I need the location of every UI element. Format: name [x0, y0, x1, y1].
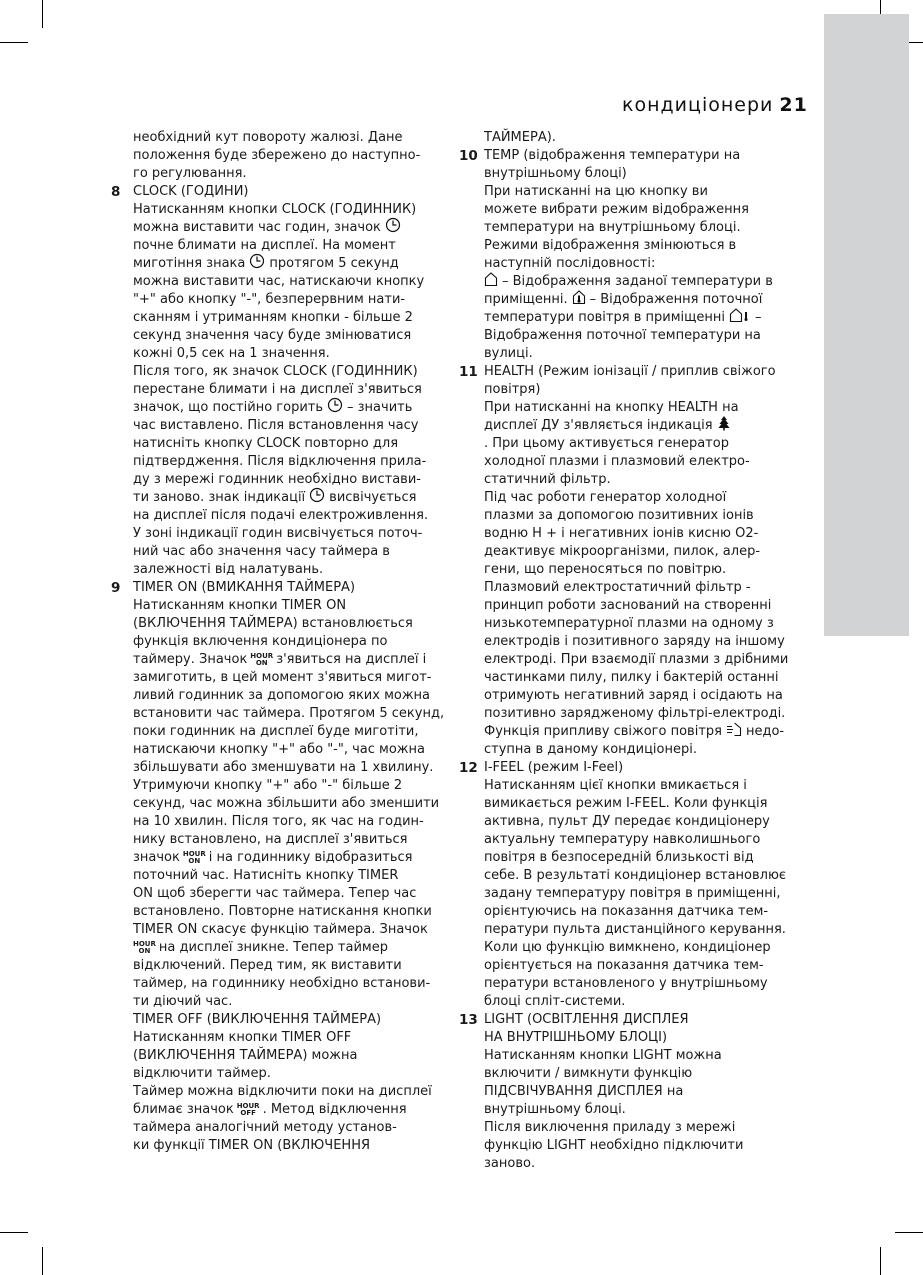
text-line — [484, 723, 788, 741]
text-line: поки годинник на дисплеї буде миготіти, — [133, 724, 419, 739]
item-number-13: 13 — [459, 1012, 478, 1028]
text-line: температури на внутрішньому блоці. — [484, 220, 741, 235]
page-number: 21 — [779, 94, 808, 116]
text-line: ливий годинник за допомогою яких можна — [133, 688, 431, 703]
hour-off-icon: HOUR OFF — [236, 1102, 260, 1117]
item-8-title: CLOCK (ГОДИНИ) — [133, 184, 249, 199]
text-line: ти діючий час. — [133, 994, 233, 1009]
text-line: "+" або кнопку "-", безперервним нати- — [133, 292, 406, 307]
text-line: Таймер можна відключити поки на дисплеї — [133, 1084, 432, 1099]
text-fragment: таймеру. Значок — [133, 652, 248, 667]
text-line: на 10 хвилин. Після того, як час на годин- — [133, 814, 424, 829]
text-line: ду з мережі годинник необхідно вистави- — [133, 472, 421, 487]
crop-mark — [0, 1232, 28, 1233]
text-line: заново. — [484, 1156, 536, 1171]
text-line: актуальну температуру навколишнього — [484, 832, 761, 847]
text-line: ки функції TIMER ON (ВКЛЮЧЕННЯ — [133, 1138, 370, 1153]
text-line: принцип роботи заснований на створенні — [484, 598, 772, 613]
item-12-title: I-FEEL (режим I-Feel) — [484, 760, 624, 775]
text-line: (ВКЛЮЧЕННЯ ТАЙМЕРА) встановлюється — [133, 616, 413, 631]
text-line: Після того, як значок CLOCK (ГОДИННИК) — [133, 364, 418, 379]
text-line: відключити таймер. — [133, 1066, 271, 1081]
text-line: таймера аналогічний методу установ- — [133, 1120, 397, 1135]
text-line: Натисканням кнопки LIGHT можна — [484, 1048, 722, 1063]
text-line: секунд значення часу буде змінюватися — [133, 328, 412, 343]
text-line: натискаючи кнопку "+" або "-", час можна — [133, 742, 425, 757]
text-line: положення буде збережено до наступно- — [133, 148, 421, 163]
house-icon — [484, 271, 498, 293]
crop-mark — [42, 0, 43, 28]
text-line: повітря в безпосередній близькості від — [484, 850, 754, 865]
text-fragment: – значить — [347, 400, 413, 415]
item-10-title: TEMP (відображення температури на — [484, 148, 741, 163]
side-tab — [824, 14, 909, 636]
text-line: ператури пульта дистанційного керування. — [484, 922, 786, 937]
text-line: сканням і утриманням кнопки - більше 2 — [133, 310, 413, 325]
text-line: секунд, час можна збільшити або зменшити — [133, 796, 440, 811]
item-number-8: 8 — [111, 184, 121, 200]
hour-on-icon: HOUR ON — [182, 850, 206, 865]
text-line: ператури встановленого у внутрішньому — [484, 976, 768, 991]
text-line: функцію LIGHT необхідно підключити — [484, 1138, 744, 1153]
text-line — [133, 219, 444, 237]
text-fragment: – — [754, 310, 762, 325]
text-line: поточний час. Натисніть кнопку TIMER — [133, 868, 399, 883]
text-line: Натисканням кнопки TIMER ON — [133, 598, 347, 613]
text-line: деактивує мікроорганізми, пилок, алер- — [484, 544, 761, 559]
text-line: вулиці. — [484, 346, 533, 361]
item-9-title: TIMER ON (ВМИКАННЯ ТАЙМЕРА) — [133, 580, 356, 595]
text-line: повітря) — [484, 382, 541, 397]
text-line: ON щоб зберегти час таймера. Тепер час — [133, 886, 417, 901]
item-11-title: HEALTH (Режим іонізації / приплив свіжого — [484, 364, 776, 379]
page-header — [622, 94, 808, 116]
text-line: . При цьому активується генератор — [484, 436, 729, 451]
text-fragment: можна виставити час годин, значок — [133, 220, 381, 235]
text-line: електродів і позитивного заряду на іншому — [484, 634, 785, 649]
text-line: ний час або значення часу таймера в — [133, 544, 390, 559]
item-13-title: LIGHT (ОСВІТЛЕННЯ ДИСПЛЕЯ — [484, 1012, 689, 1027]
clock-icon — [385, 217, 401, 239]
text-line: задану температуру повітря в приміщенні, — [484, 886, 781, 901]
text-line: TIMER OFF (ВИКЛЮЧЕННЯ ТАЙМЕРА) — [133, 1012, 382, 1027]
tree-icon — [717, 415, 731, 437]
text-fragment: з'явиться на дисплеї і — [276, 652, 427, 667]
text-line — [133, 1101, 444, 1119]
indoor-temperature-icon — [572, 289, 586, 311]
item-number-10: 10 — [459, 148, 478, 164]
text-line — [484, 417, 788, 435]
text-line: частинками пилу, пилку і бактерій останні — [484, 670, 779, 685]
text-line: Натисканням кнопки CLOCK (ГОДИННИК) — [133, 202, 417, 217]
text-fragment: значок, що постійно горить — [133, 400, 323, 415]
text-line: активна, пульт ДУ передає кондиціонеру — [484, 814, 770, 829]
hour-on-icon: HOUR ON — [133, 940, 156, 955]
text-fragment: на дисплеї зникне. Тепер таймер — [158, 940, 388, 955]
text-line: встановлено. Повторне натискання кнопки — [133, 904, 432, 919]
text-line: залежності від налатувань. — [133, 562, 324, 577]
text-line: статичний фільтр. — [484, 472, 611, 487]
text-fragment: висвічується — [329, 490, 417, 505]
text-line: Коли цю функцію вимкнено, кондиціонер — [484, 940, 771, 955]
text-line: У зоні індикації годин висвічується поточ- — [133, 526, 423, 541]
text-line: натисніть кнопку CLOCK повторно для — [133, 436, 399, 451]
text-line: позитивно зарядженому фільтрі-електроді. — [484, 706, 786, 721]
text-line: Натисканням кнопки TIMER OFF — [133, 1030, 352, 1045]
text-fragment: дисплеї ДУ з'являється індикація — [484, 418, 713, 433]
text-fragment: значок — [133, 850, 180, 865]
text-fragment: Функція припливу свіжого повітря — [484, 724, 722, 739]
crop-mark — [880, 1247, 881, 1275]
text-line: плазми за допомогою позитивних іонів — [484, 508, 754, 523]
text-line: можна виставити час, натискаючи кнопку — [133, 274, 425, 289]
text-line — [133, 255, 444, 273]
fresh-air-icon — [726, 721, 742, 743]
text-fragment: – Відображення поточної — [589, 292, 763, 307]
item-number-9: 9 — [111, 580, 121, 596]
outdoor-temperature-icon — [729, 307, 751, 329]
text-line: Утримуючи кнопку "+" або "-" більше 2 — [133, 778, 403, 793]
text-line — [133, 489, 444, 507]
text-line: Після виключення приладу з мережі — [484, 1120, 736, 1135]
text-line: встановити час таймера. Протягом 5 секунд, — [133, 706, 445, 721]
text-line: внутрішньому блоці. — [484, 1102, 626, 1117]
clock-icon — [327, 397, 343, 419]
text-line: кожні 0,5 сек на 1 значення. — [133, 346, 330, 361]
text-line — [484, 309, 788, 327]
text-line: внутрішньому блоці) — [484, 166, 627, 181]
text-fragment: ти заново. знак індикації — [133, 490, 306, 505]
right-column — [459, 129, 789, 1173]
text-line: НА ВНУТРІШНЬОМУ БЛОЦІ) — [484, 1030, 668, 1045]
text-fragment: протягом 5 секунд — [269, 256, 399, 271]
text-line: збільшувати або зменшувати на 1 хвилину. — [133, 760, 434, 775]
text-line: електроді. При взаємодії плазми з дрібними — [484, 652, 789, 667]
text-line: Відображення поточної температури на — [484, 328, 761, 343]
header-title: кондиціонери — [622, 94, 774, 116]
text-line — [133, 849, 444, 867]
text-line: ПІДСВІЧУВАННЯ ДИСПЛЕЯ на — [484, 1084, 684, 1099]
text-line — [133, 939, 444, 957]
text-line: орієнтується на показання датчика тем- — [484, 958, 764, 973]
text-line: Під час роботи генератор холодної — [484, 490, 727, 505]
text-line: необхідний кут повороту жалюзі. Дане — [133, 130, 403, 145]
text-line: відключений. Перед тим, як виставити — [133, 958, 402, 973]
text-line: себе. В результаті кондиціонер встановлює — [484, 868, 787, 883]
text-line: наступній послідовності: — [484, 256, 656, 271]
left-column — [111, 129, 445, 1155]
text-fragment: . Метод відключення — [262, 1102, 407, 1117]
text-line — [484, 273, 788, 291]
text-line: Плазмовий електростатичний фільтр - — [484, 580, 751, 595]
text-fragment: – Відображення заданої температури в — [502, 274, 773, 289]
clock-icon — [249, 253, 265, 275]
text-fragment: приміщенні. — [484, 292, 568, 307]
text-line: гени, що переносяться по повітрю. — [484, 562, 727, 577]
text-line: (ВИКЛЮЧЕННЯ ТАЙМЕРА) можна — [133, 1048, 358, 1063]
text-line: ТАЙМЕРА). — [484, 130, 556, 145]
crop-mark — [0, 42, 28, 43]
text-fragment: і на годиннику відобразиться — [208, 850, 413, 865]
text-line: При натисканні на цю кнопку ви — [484, 184, 708, 199]
text-line: почне блимати на дисплеї. На момент — [133, 238, 396, 253]
text-line: го регулювання. — [133, 166, 247, 181]
clock-icon — [309, 487, 325, 509]
text-line: орієнтуючись на показання датчика тем- — [484, 904, 769, 919]
text-line: водню H + і негативних іонів кисню O2- — [484, 526, 759, 541]
text-fragment: температури повітря в приміщенні — [484, 310, 725, 325]
text-line: включити / вимкнути функцію — [484, 1066, 693, 1081]
text-line: Натисканням цієї кнопки вмикається і — [484, 778, 747, 793]
text-line: TIMER ON скасує функцію таймера. Значок — [133, 922, 428, 937]
item-number-11: 11 — [459, 364, 478, 380]
text-line: підтвердження. Після відключення прила- — [133, 454, 427, 469]
text-fragment: блимає значок — [133, 1102, 234, 1117]
text-line: вимикається режим I-FEEL. Коли функція — [484, 796, 768, 811]
text-line: нику встановлено, на дисплеї з'явиться — [133, 832, 408, 847]
text-line: отримують негативний заряд і осідають на — [484, 688, 783, 703]
text-line — [133, 399, 444, 417]
text-line: При натисканні на кнопку HEALTH на — [484, 400, 739, 415]
text-line: на дисплеї після подачі електроживлення. — [133, 508, 429, 523]
text-line: можете вибрати режим відображення — [484, 202, 750, 217]
hour-on-icon: HOUR ON — [250, 652, 274, 667]
text-line: низькотемпературної плазми на одному з — [484, 616, 774, 631]
text-line: таймер, на годиннику необхідно встанови- — [133, 976, 431, 991]
crop-mark — [895, 1232, 923, 1233]
text-line: Режими відображення змінюються в — [484, 238, 737, 253]
crop-mark — [42, 1247, 43, 1275]
text-line — [133, 651, 444, 669]
text-line: блоці спліт-системи. — [484, 994, 626, 1009]
text-line: замиготить, в цей момент з'явиться мигот- — [133, 670, 432, 685]
text-fragment: миготіння знака — [133, 256, 246, 271]
text-line: час виставлено. Після встановлення часу — [133, 418, 419, 433]
item-number-12: 12 — [459, 760, 478, 776]
text-line: функція включення кондиціонера по — [133, 634, 388, 649]
text-line: ступна в даному кондиціонері. — [484, 742, 697, 757]
text-line: холодної плазми і плазмовий електро- — [484, 454, 750, 469]
text-fragment: недо- — [745, 724, 785, 739]
text-line: перестане блимати і на дисплеї з'явиться — [133, 382, 422, 397]
